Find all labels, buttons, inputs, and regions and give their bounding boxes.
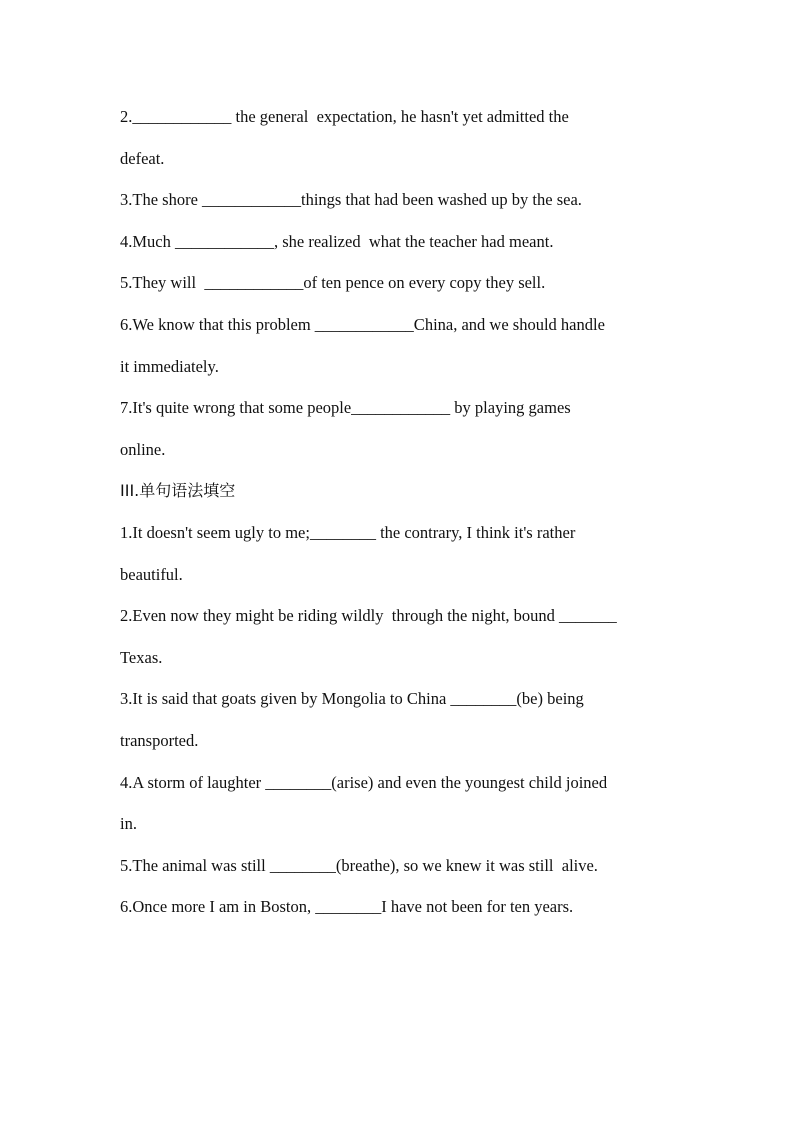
exercise-line: 3.It is said that goats given by Mongolia to China ________(be) being [120, 689, 584, 709]
exercise-line: 6.Once more I am in Boston, ________I have not been for ten years. [120, 897, 574, 917]
exercise-line: 5.They will ____________of ten pence on every copy they sell. [120, 273, 546, 293]
exercise-line: 5.The animal was still ________(breathe), so we knew it was still alive. [120, 855, 598, 875]
exercise-line: in. [120, 814, 137, 834]
exercise-line: it immediately. [120, 356, 219, 376]
section-heading: III.单句语法填空 [120, 481, 236, 501]
exercise-content [120, 96, 680, 928]
exercise-line: 7.It's quite wrong that some people____________ by playing games [120, 398, 571, 418]
exercise-line: online. [120, 439, 166, 459]
exercise-line: 3.The shore ____________things that had been washed up by the sea. [120, 190, 582, 210]
exercise-line: transported. [120, 730, 199, 750]
exercise-line: 6.We know that this problem ____________China, and we should handle [120, 314, 605, 334]
exercise-line: 4.A storm of laughter ________(arise) and even the youngest child joined [120, 772, 608, 792]
exercise-line: beautiful. [120, 564, 183, 584]
exercise-line: 1.It doesn't seem ugly to me;________ the contrary, I think it's rather [120, 522, 576, 542]
exercise-line: defeat. [120, 148, 165, 168]
exercise-line: 2.____________ the general expectation, he hasn't yet admitted the [120, 107, 569, 126]
exercise-line: 2.Even now they might be riding wildly through the night, bound _______ [120, 606, 617, 626]
exercise-line: 4.Much ____________, she realized what the teacher had meant. [120, 231, 554, 251]
exercise-line: Texas. [120, 647, 163, 667]
